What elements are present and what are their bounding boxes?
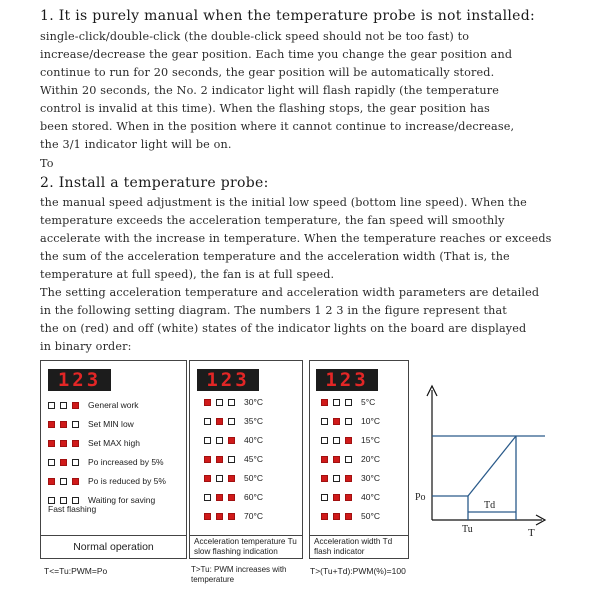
indicator-light-on (228, 437, 235, 444)
section1-line: Within 20 seconds, the No. 2 indicator light will flash rapidly (the temperature (40, 84, 500, 97)
section2-line: in binary order: (40, 340, 132, 353)
indicator-light-off (216, 437, 223, 444)
indicator-row (321, 435, 380, 445)
indicator-light-off (216, 475, 223, 482)
indicator-row (48, 476, 166, 486)
t-axis-label: T (528, 527, 535, 539)
indicator-row (321, 473, 380, 483)
indicator-light-on (345, 437, 352, 444)
acceleration-width-caption-box (309, 535, 409, 559)
indicator-light-off (333, 437, 340, 444)
indicator-light-on (72, 402, 79, 409)
indicator-row (321, 511, 380, 521)
indicator-row-label: 70°C (244, 511, 263, 521)
indicator-light-on (72, 478, 79, 485)
section1-line: continue to run for 20 seconds, the gear position will be automatically stored. (40, 66, 495, 79)
indicator-light-on (345, 475, 352, 482)
indicator-light-on (345, 513, 352, 520)
section2-line: the on (red) and off (white) states of the indicator lights on the board are displayed (40, 322, 527, 335)
indicator-light-off (48, 402, 55, 409)
section1-heading: 1. It is purely manual when the temperature probe is not installed: (40, 8, 536, 24)
indicator-light-off (333, 475, 340, 482)
indicator-row (48, 438, 140, 448)
indicator-row-label: 45°C (244, 454, 263, 464)
indicator-light-on (345, 494, 352, 501)
indicator-row-label: 60°C (244, 492, 263, 502)
indicator-row (321, 397, 375, 407)
indicator-light-off (345, 456, 352, 463)
indicator-light-off (48, 459, 55, 466)
indicator-row-label: 30°C (244, 397, 263, 407)
indicator-light-off (345, 399, 352, 406)
indicator-row-label: 5°C (361, 397, 376, 407)
indicator-light-on (321, 399, 328, 406)
indicator-row (321, 454, 380, 464)
indicator-light-on (216, 513, 223, 520)
section2-line: accelerate with the increase in temperature. When the temperature reaches or exceeds (40, 232, 552, 245)
indicator-light-off (60, 497, 67, 504)
indicator-light-on (60, 440, 67, 447)
acceleration-width-panel (309, 360, 409, 536)
indicator-row-label: 35°C (244, 416, 263, 426)
panel-caption: Acceleration width Td flash indicator (314, 537, 393, 556)
speed-temperature-graph (412, 380, 550, 540)
indicator-light-on (204, 456, 211, 463)
panel-caption: Acceleration temperature Tu slow flashing indication (194, 537, 297, 556)
indicator-light-on (321, 475, 328, 482)
section1-line: control is invalid at this time). When the flashing stops, the gear position has (40, 102, 490, 115)
indicator-row (48, 419, 134, 429)
indicator-light-off (228, 418, 235, 425)
normal-operation-caption-box (40, 535, 187, 559)
ramp-line (468, 436, 516, 496)
section2-line: in the following setting diagram. The numbers 1 2 3 in the figure represent that (40, 304, 507, 317)
td-label: Td (484, 500, 496, 511)
indicator-row-label: Set MAX high (88, 438, 140, 448)
indicator-row (48, 400, 139, 410)
indicator-light-on (228, 494, 235, 501)
indicator-light-on (333, 456, 340, 463)
indicator-light-on (321, 513, 328, 520)
indicator-row (321, 416, 380, 426)
indicator-light-on (48, 440, 55, 447)
indicator-light-on (228, 513, 235, 520)
normal-operation-panel (40, 360, 187, 536)
panel-footnote: T>Tu: PWM increases with temperature (191, 565, 287, 584)
acceleration-temperature-caption-box (189, 535, 303, 559)
panel-footnote: T<=Tu:PWM=Po (44, 566, 108, 576)
indicator-row (321, 492, 380, 502)
indicator-row (204, 511, 263, 521)
to-line: To (40, 157, 54, 170)
section2-heading: 2. Install a temperature probe: (40, 175, 269, 191)
indicator-light-on (216, 456, 223, 463)
indicator-light-on (204, 399, 211, 406)
indicator-row (204, 416, 263, 426)
section1-line: increase/decrease the gear position. Each time you change the gear position and (40, 48, 513, 61)
indicator-row (204, 454, 263, 464)
indicator-row-label: Set MIN low (88, 419, 134, 429)
indicator-light-on (228, 475, 235, 482)
indicator-row (48, 457, 164, 467)
indicator-row-label: General work (88, 400, 139, 410)
indicator-light-on (321, 456, 328, 463)
led-display: 123 (197, 369, 259, 391)
section2-line: The setting acceleration temperature and acceleration width parameters are detailed (40, 286, 540, 299)
indicator-light-off (321, 418, 328, 425)
led-display: 123 (48, 369, 111, 391)
indicator-light-off (72, 497, 79, 504)
indicator-row-label: 30°C (361, 473, 380, 483)
indicator-row-label: 50°C (244, 473, 263, 483)
indicator-light-off (345, 418, 352, 425)
panel-caption: Normal operation (73, 541, 154, 553)
indicator-light-on (60, 421, 67, 428)
indicator-light-off (72, 421, 79, 428)
indicator-row (204, 492, 263, 502)
indicator-row-label: 40°C (244, 435, 263, 445)
indicator-light-on (216, 418, 223, 425)
indicator-light-off (48, 497, 55, 504)
indicator-light-on (333, 418, 340, 425)
tu-label: Tu (462, 524, 473, 535)
indicator-light-off (204, 494, 211, 501)
indicator-row-label: Po is reduced by 5% (88, 476, 166, 486)
acceleration-temperature-panel (189, 360, 303, 536)
indicator-light-on (333, 513, 340, 520)
section2-line: the manual speed adjustment is the initial low speed (bottom line speed). When the (40, 196, 527, 209)
indicator-light-off (204, 418, 211, 425)
indicator-row-label: Po increased by 5% (88, 457, 164, 467)
indicator-row-label: Waiting for saving (88, 495, 156, 505)
indicator-light-on (72, 440, 79, 447)
indicator-light-off (72, 459, 79, 466)
indicator-light-on (204, 513, 211, 520)
indicator-row-label: 10°C (361, 416, 380, 426)
fast-flashing-label: Fast flashing (48, 504, 97, 514)
indicator-row (204, 397, 263, 407)
indicator-light-on (48, 421, 55, 428)
section1-line: single-click/double-click (the double-click speed should not be too fast) to (40, 30, 470, 43)
indicator-light-off (228, 399, 235, 406)
indicator-light-off (204, 437, 211, 444)
indicator-light-off (321, 494, 328, 501)
indicator-light-on (48, 478, 55, 485)
section2-line: the sum of the acceleration temperature and the acceleration width (That is, the (40, 250, 510, 263)
po-label: Po (415, 492, 426, 503)
indicator-row-label: 40°C (361, 492, 380, 502)
indicator-light-off (321, 437, 328, 444)
indicator-light-on (216, 494, 223, 501)
indicator-light-off (333, 399, 340, 406)
section1-line: been stored. When in the position where it cannot continue to increase/decrease, (40, 120, 515, 133)
indicator-light-off (216, 399, 223, 406)
section2-line: temperature at full speed), the fan is at full speed. (40, 268, 335, 281)
indicator-row-label: 50°C (361, 511, 380, 521)
panel-footnote: T>(Tu+Td):PWM(%)=100 (310, 566, 406, 576)
section1-line: the 3/1 indicator light will be on. (40, 138, 232, 151)
indicator-row (204, 435, 263, 445)
indicator-light-off (60, 402, 67, 409)
indicator-light-on (333, 494, 340, 501)
indicator-light-off (228, 456, 235, 463)
indicator-row-label: 20°C (361, 454, 380, 464)
indicator-row (204, 473, 263, 483)
indicator-row-label: 15°C (361, 435, 380, 445)
indicator-light-on (60, 459, 67, 466)
section2-line: temperature exceeds the acceleration temperature, the fan speed will smoothly (40, 214, 505, 227)
indicator-light-off (60, 478, 67, 485)
led-display: 123 (316, 369, 378, 391)
indicator-light-on (204, 475, 211, 482)
